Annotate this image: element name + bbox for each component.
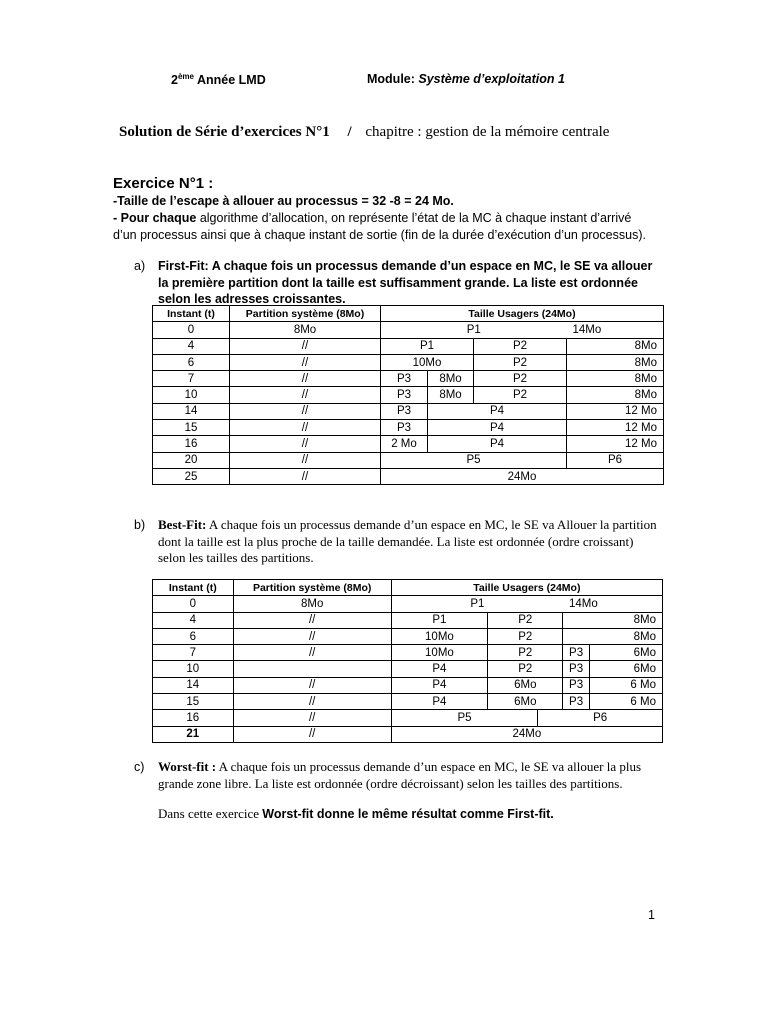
- cell: P3: [381, 371, 428, 387]
- table-row: [153, 645, 663, 661]
- page-number: 1: [648, 908, 655, 922]
- header-users: Taille Usagers (24Mo): [391, 580, 662, 596]
- cell: P4: [428, 403, 567, 419]
- cell-system: //: [230, 338, 381, 354]
- cell: P4: [391, 661, 487, 677]
- table-header-row: [153, 306, 664, 322]
- cell-system: //: [233, 726, 391, 742]
- cell: 8Mo: [567, 354, 664, 370]
- cell: 24Mo: [381, 468, 664, 484]
- table-row: [153, 726, 663, 742]
- table-row: [153, 371, 664, 387]
- cell-instant: 7: [153, 645, 234, 661]
- cell: 6Mo: [589, 661, 662, 677]
- best-fit-table: [152, 579, 663, 743]
- cell-instant: 4: [153, 338, 230, 354]
- table-row: [153, 322, 664, 338]
- section-a-label: a): [134, 259, 146, 273]
- table-row: [153, 596, 663, 612]
- cell: P4: [428, 436, 567, 452]
- cell: 6 Mo: [589, 694, 662, 710]
- intro-paragraph: - Pour chaque algorithme d’allocation, on représente l’état de la MC à chaque instant d’arrivé d’un processus ainsi que à chaque instant de sortie (fin de la durée d’exécution d’un processus).: [113, 211, 646, 242]
- cell: P2: [488, 645, 563, 661]
- cell: 12 Mo: [567, 403, 664, 419]
- cell-system: //: [230, 371, 381, 387]
- worst-fit-note: Dans cette exercice Worst-fit donne le même résultat comme First-fit.: [158, 806, 554, 821]
- table-row: [153, 420, 664, 436]
- cell-instant: 15: [153, 694, 234, 710]
- cell: 8Mo: [563, 628, 663, 644]
- section-c-label: c): [134, 760, 145, 774]
- table-row: [153, 436, 664, 452]
- cell: 10Mo: [381, 354, 474, 370]
- cell: 14Mo: [563, 596, 663, 612]
- cell: P3: [563, 645, 589, 661]
- cell-instant: 15: [153, 420, 230, 436]
- cell-system: //: [230, 354, 381, 370]
- cell-instant: 20: [153, 452, 230, 468]
- cell: 8Mo: [428, 387, 474, 403]
- table-row: [153, 612, 663, 628]
- cell: P4: [391, 677, 487, 693]
- table-row: [153, 677, 663, 693]
- exercise-heading: Exercice N°1 :: [113, 175, 214, 192]
- cell-instant: 10: [153, 661, 234, 677]
- cell-system: 8Mo: [230, 322, 381, 338]
- cell: 24Mo: [391, 726, 662, 742]
- table-row: [153, 403, 664, 419]
- cell-instant: 6: [153, 628, 234, 644]
- cell-instant: 6: [153, 354, 230, 370]
- cell: P1: [391, 612, 487, 628]
- cell-system: //: [233, 645, 391, 661]
- cell: 6 Mo: [589, 677, 662, 693]
- cell: 12 Mo: [567, 420, 664, 436]
- cell: P2: [474, 371, 567, 387]
- cell: 8Mo: [567, 338, 664, 354]
- header-system: Partition système (8Mo): [230, 306, 381, 322]
- cell: P2: [474, 354, 567, 370]
- cell-system: //: [233, 677, 391, 693]
- table-row: [153, 694, 663, 710]
- cell: P3: [563, 677, 589, 693]
- cell: P3: [381, 420, 428, 436]
- cell: P1: [381, 338, 474, 354]
- table-row: [153, 661, 663, 677]
- cell: P4: [428, 420, 567, 436]
- page-title: Solution de Série d’exercices N°1 / chapitre : gestion de la mémoire centrale: [119, 124, 610, 140]
- cell: P6: [567, 452, 664, 468]
- cell-instant: 16: [153, 710, 234, 726]
- cell-system: //: [233, 694, 391, 710]
- cell: P4: [391, 694, 487, 710]
- cell: 8Mo: [428, 371, 474, 387]
- table-row: [153, 452, 664, 468]
- cell-instant: 0: [153, 596, 234, 612]
- cell-instant: 4: [153, 612, 234, 628]
- table-row: [153, 387, 664, 403]
- cell-instant: 25: [153, 468, 230, 484]
- cell: P2: [474, 338, 567, 354]
- cell: 6Mo: [589, 645, 662, 661]
- cell-system: //: [230, 452, 381, 468]
- table-row: [153, 628, 663, 644]
- best-fit-description: Best-Fit: A chaque fois un processus demande d’un espace en MC, le SE va Allouer la partition dont la taille est la plus proche de la taille demandée. La liste est ordonnée (ordre croissant) selon les tailles des partitions.: [158, 517, 657, 565]
- worst-fit-description: Worst-fit : A chaque fois un processus demande d’un espace en MC, le SE va allouer la plus grande zone libre. La liste est ordonnée (ordre décroissant) selon les tailles des partitions.: [158, 759, 642, 791]
- cell: P6: [538, 710, 663, 726]
- cell: 14Mo: [567, 322, 664, 338]
- cell: P3: [563, 694, 589, 710]
- section-b-label: b): [134, 518, 146, 532]
- cell-system: //: [233, 612, 391, 628]
- cell-instant: 21: [153, 726, 234, 742]
- table-row: [153, 354, 664, 370]
- cell: 2 Mo: [381, 436, 428, 452]
- cell-instant: 0: [153, 322, 230, 338]
- cell: 10Mo: [391, 628, 487, 644]
- cell: P3: [563, 661, 589, 677]
- table-header-row: [153, 580, 663, 596]
- cell: P3: [381, 403, 428, 419]
- size-line: -Taille de l’escape à allouer au processus = 32 -8 = 24 Mo.: [113, 194, 454, 208]
- header-users: Taille Usagers (24Mo): [381, 306, 664, 322]
- first-fit-table: [152, 305, 664, 485]
- cell: 10Mo: [391, 645, 487, 661]
- cell-system: [233, 661, 391, 677]
- cell-system: //: [233, 710, 391, 726]
- cell: P5: [381, 452, 567, 468]
- cell: 8Mo: [563, 612, 663, 628]
- header-system: Partition système (8Mo): [233, 580, 391, 596]
- cell: 8Mo: [567, 387, 664, 403]
- cell-system: //: [230, 387, 381, 403]
- cell: 12 Mo: [567, 436, 664, 452]
- header-instant: Instant (t): [153, 580, 234, 596]
- table-row: [153, 710, 663, 726]
- cell: 6Mo: [488, 677, 563, 693]
- first-fit-description: First-Fit: A chaque fois un processus demande d’un espace en MC, le SE va allouer la première partition dont la taille est suffisamment grande. La liste est ordonnée selon les adresses croissantes.: [158, 259, 653, 306]
- cell: P2: [488, 661, 563, 677]
- cell-instant: 10: [153, 387, 230, 403]
- cell: P2: [488, 628, 563, 644]
- cell: P3: [381, 387, 428, 403]
- cell-instant: 16: [153, 436, 230, 452]
- cell-instant: 14: [153, 403, 230, 419]
- header-module: Module: Système d’exploitation 1: [367, 72, 565, 86]
- cell-system: //: [230, 468, 381, 484]
- cell-system: 8Mo: [233, 596, 391, 612]
- table-row: [153, 468, 664, 484]
- header-year: 2ème Année LMD: [171, 72, 266, 88]
- cell-system: //: [230, 403, 381, 419]
- cell: P1: [391, 596, 563, 612]
- cell: P5: [391, 710, 538, 726]
- cell: P2: [474, 387, 567, 403]
- cell: 8Mo: [567, 371, 664, 387]
- cell-instant: 14: [153, 677, 234, 693]
- cell-system: //: [233, 628, 391, 644]
- cell: P2: [488, 612, 563, 628]
- table-row: [153, 338, 664, 354]
- cell-instant: 7: [153, 371, 230, 387]
- cell-system: //: [230, 420, 381, 436]
- cell-system: //: [230, 436, 381, 452]
- header-instant: Instant (t): [153, 306, 230, 322]
- cell: P1: [381, 322, 567, 338]
- cell: 6Mo: [488, 694, 563, 710]
